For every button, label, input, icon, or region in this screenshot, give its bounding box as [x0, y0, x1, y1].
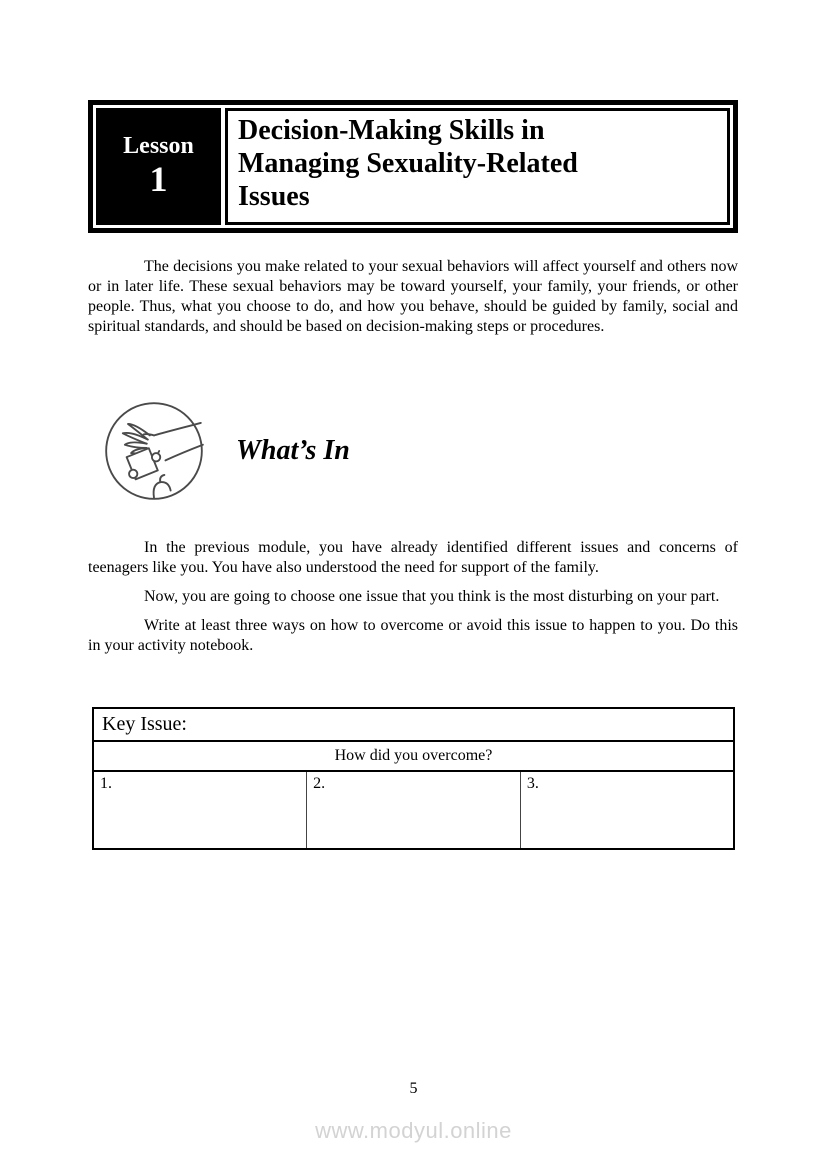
table-row-key-issue: [93, 708, 734, 741]
answer-cell-2: 2.: [307, 771, 521, 849]
lesson-header: [88, 100, 738, 233]
hand-puzzle-icon: [102, 399, 206, 503]
answer-cell-3: 3.: [520, 771, 734, 849]
page-number: 5: [409, 1080, 418, 1097]
watermark: www.modyul.online: [315, 1118, 512, 1143]
lesson-number-box: [96, 108, 221, 225]
whats-in-section-header: [88, 399, 738, 503]
paragraph-previous-module: In the previous module, you have already identified different issues and concerns of teenagers like you. You have also understood the need for support of the family.: [88, 539, 738, 576]
lesson-title-line-1: Decision-Making Skills in: [238, 115, 545, 146]
intro-paragraph: The decisions you make related to your sexual behaviors will affect yourself and others now or in later life. These sexual behaviors may be toward yourself, your family, your friends, or other people. Thus, what you choose to do, and how you behave, should be guided by family, social and spiritual standards, and should be based on decision-making steps or procedures.: [88, 258, 738, 335]
table-row-question: [93, 741, 734, 771]
table-row-answers: [93, 771, 734, 849]
whats-in-paragraphs: [88, 538, 738, 665]
overcome-question: How did you overcome?: [93, 741, 734, 771]
paragraph-choose-issue: Now, you are going to choose one issue that you think is the most disturbing on your part.: [144, 588, 720, 605]
lesson-label: Lesson: [123, 132, 194, 159]
paragraph-write-ways: Write at least three ways on how to overcome or avoid this issue to happen to you. Do this in your activity notebook.: [88, 617, 738, 654]
key-issue-label: Key Issue:: [93, 708, 734, 741]
key-issue-table: [92, 707, 735, 850]
lesson-title-line-3: Issues: [238, 181, 310, 212]
lesson-title-line-2: Managing Sexuality-Related: [238, 148, 578, 179]
lesson-number: 1: [149, 159, 168, 199]
whats-in-heading: What’s In: [236, 435, 350, 466]
answer-cell-1: 1.: [93, 771, 307, 849]
lesson-title-box: [225, 108, 730, 225]
